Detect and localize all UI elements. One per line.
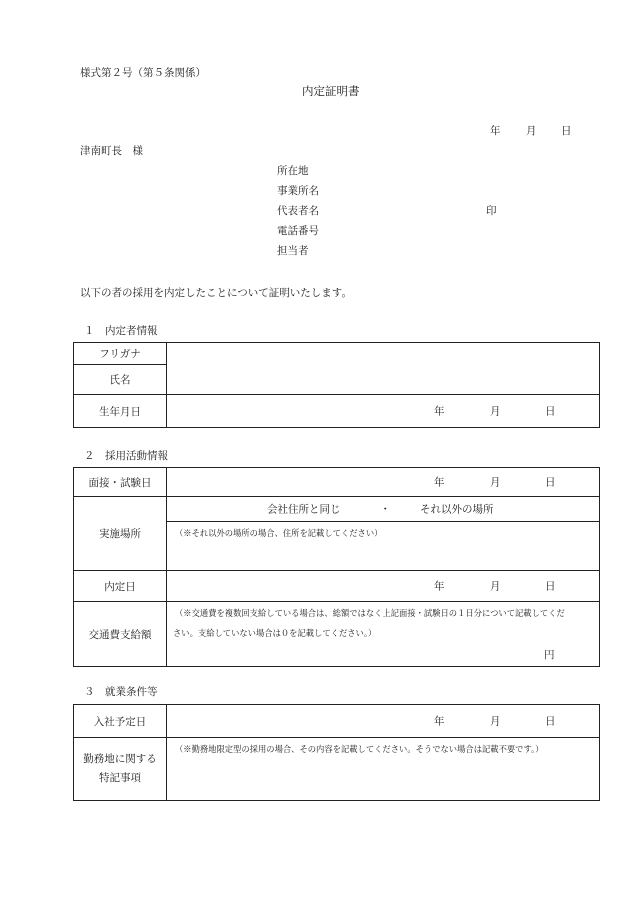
birthdate-label: 生年月日 <box>74 395 167 428</box>
offer-date-label: 内定日 <box>74 571 167 602</box>
seal-label: 印 <box>486 205 497 217</box>
offer-day-label: 日 <box>545 580 556 593</box>
interview-month-label: 月 <box>490 476 501 489</box>
address-label: 所在地 <box>277 165 309 177</box>
start-date-label: 入社予定日 <box>74 705 167 738</box>
company-label: 事業所名 <box>277 185 319 197</box>
workplace-notes-field[interactable] <box>167 738 600 801</box>
date-year-label: 年 <box>490 125 501 137</box>
section1-heading: １ 内定者情報 <box>84 325 158 337</box>
section2-heading: ２ 採用活動情報 <box>84 450 168 462</box>
start-year-label: 年 <box>434 715 445 728</box>
birthdate-field[interactable] <box>167 395 600 428</box>
name-label: 氏名 <box>74 365 167 395</box>
birth-year-label: 年 <box>434 405 445 418</box>
interview-date-label: 面接・試験日 <box>74 468 167 497</box>
travel-note-line1: （※交通費を複数回支給している場合は、総額ではなく上記面接・試験日の１日分について記載してくだ <box>175 608 565 618</box>
travel-note-line2: さい。支給していない場合は０を記載してください。） <box>173 628 377 638</box>
date-month-label: 月 <box>526 125 537 137</box>
workplace-notes-label <box>74 738 167 801</box>
travel-expense-field[interactable] <box>167 602 600 667</box>
date-day-label: 日 <box>561 125 572 137</box>
section3-table <box>73 704 600 801</box>
yen-unit-label: 円 <box>544 649 555 661</box>
venue-label: 実施場所 <box>74 497 167 571</box>
workplace-label-line1: 勤務地に関する <box>83 753 157 766</box>
start-day-label: 日 <box>545 715 556 728</box>
venue-option-same[interactable]: 会社住所と同じ <box>267 503 341 516</box>
workplace-note: （※勤務地限定型の採用の場合、その内容を記載してください。そうでない場合は記載不要です。） <box>175 744 544 754</box>
workplace-label-line2: 特記事項 <box>99 772 141 784</box>
section3-heading: ３ 就業条件等 <box>84 686 158 698</box>
section1-table <box>73 342 600 428</box>
venue-option-other[interactable]: それ以外の場所 <box>420 503 494 516</box>
birth-day-label: 日 <box>545 405 556 418</box>
start-date-field[interactable] <box>167 705 600 738</box>
offer-year-label: 年 <box>434 580 445 593</box>
section2-table <box>73 467 600 667</box>
venue-note: （※それ以外の場所の場合、住所を記載してください） <box>175 528 383 538</box>
document-title: 内定証明書 <box>302 84 360 98</box>
phone-label: 電話番号 <box>277 225 319 237</box>
form-number: 様式第２号（第５条関係） <box>80 67 206 79</box>
addressee: 津南町長 様 <box>80 145 143 157</box>
start-month-label: 月 <box>490 715 501 728</box>
offer-date-field[interactable] <box>167 571 600 602</box>
interview-year-label: 年 <box>434 476 445 489</box>
offer-month-label: 月 <box>490 580 501 593</box>
certification-statement: 以下の者の採用を内定したことについて証明いたします。 <box>80 287 352 299</box>
name-input-cell[interactable] <box>167 343 600 395</box>
representative-label: 代表者名 <box>277 205 319 217</box>
interview-day-label: 日 <box>545 476 556 489</box>
venue-separator: ・ <box>380 503 391 516</box>
furigana-label: フリガナ <box>74 343 167 365</box>
interview-date-field[interactable] <box>167 468 600 497</box>
venue-options <box>167 497 600 522</box>
venue-address-field[interactable] <box>167 522 600 571</box>
birth-month-label: 月 <box>490 405 501 418</box>
person-in-charge-label: 担当者 <box>277 245 309 257</box>
travel-expense-label: 交通費支給額 <box>74 602 167 667</box>
